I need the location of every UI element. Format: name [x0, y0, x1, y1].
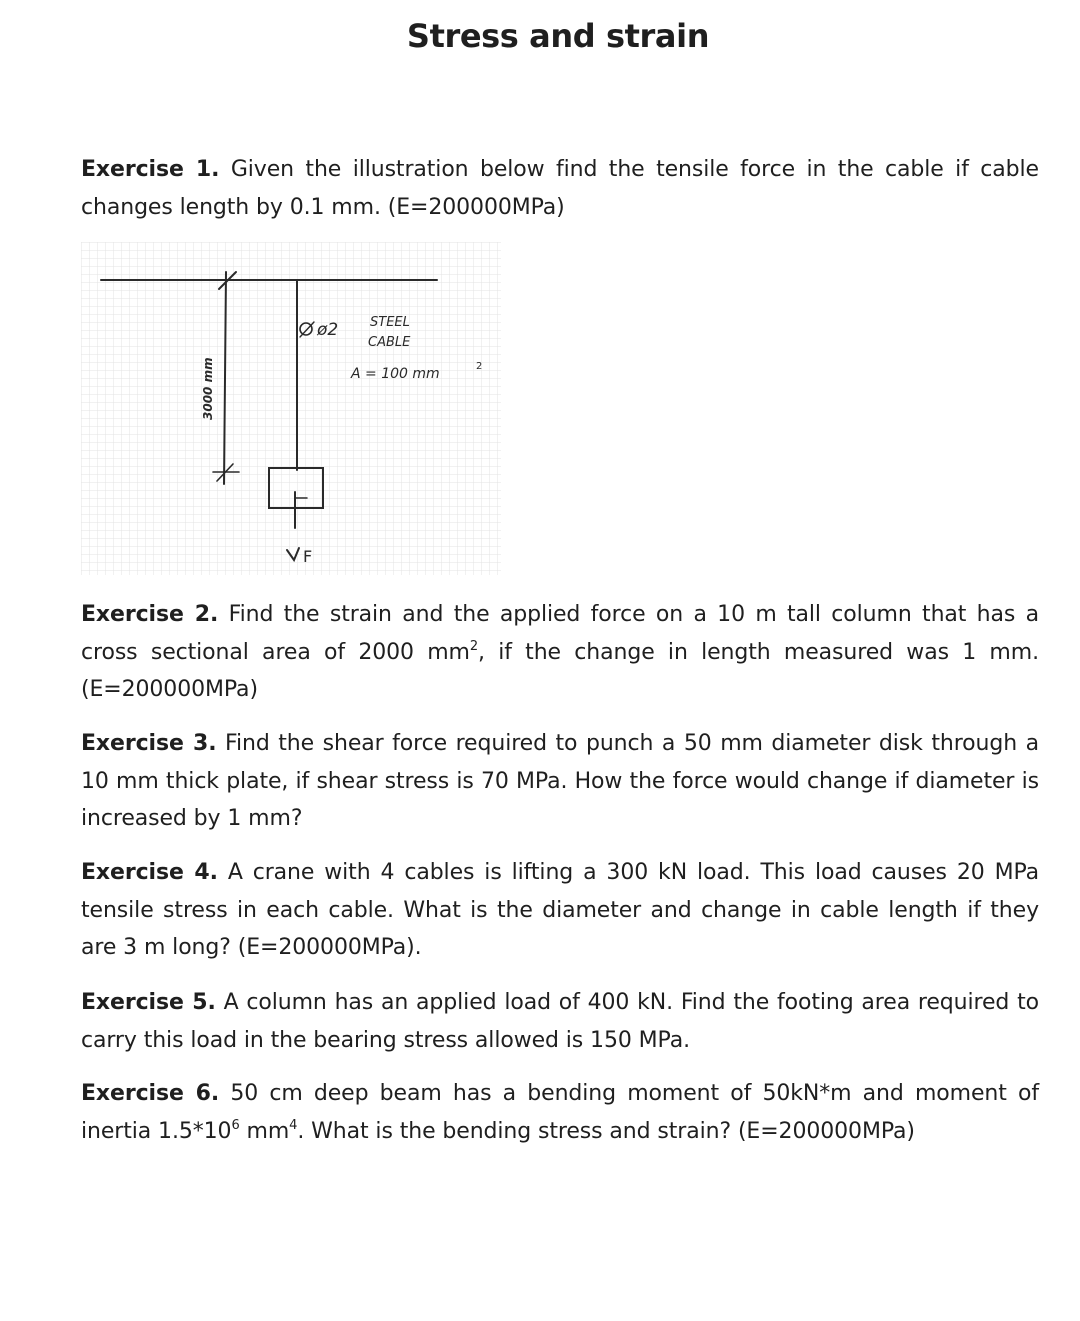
exercise-5-text: A column has an applied load of 400 kN. Find the footing area required to carry this load in the bearing stress allowed is 150 MPa.: [81, 990, 1039, 1053]
exercise-4-text: A crane with 4 cables is lifting a 300 kN load. This load causes 20 MPa tensile stress in each cable. What is the diameter and change in cable length if they are 3 m long? (E=200000MPa).: [81, 860, 1040, 960]
exercise-2-sup: 2: [469, 638, 479, 654]
exercise-6: [81, 1075, 1039, 1150]
exercise-6-sup-b: 4: [289, 1117, 298, 1133]
exercise-3-text: Find the shear force required to punch a 50 mm diameter disk through a 10 mm thick plate, if shear stress is 70 MPa. How the force would change if diameter is increased by 1 mm?: [81, 731, 1039, 831]
exercise-2: [81, 596, 1039, 709]
exercise-1: [81, 151, 1039, 226]
page-title: Stress and strain: [406, 17, 710, 55]
exercise-5-label: Exercise 5.: [81, 990, 216, 1015]
exercise-6-text-c: . What is the bending stress and strain? (E=200000MPa): [297, 1118, 915, 1144]
exercise-2-label: Exercise 2.: [81, 602, 219, 627]
exercise-6-sup-a: 6: [231, 1117, 240, 1133]
material-label-steel: STEEL: [370, 315, 410, 330]
exercise-3: [81, 725, 1039, 838]
exercise-1-text: Given the illustration below find the tensile force in the cable if cable changes length by 0.1 mm. (E=200000MPa): [81, 157, 1039, 220]
exercise-1-label: Exercise 1.: [81, 157, 220, 182]
area-label: A = 100 mm: [351, 366, 440, 382]
exercise-6-text-a: 50 cm deep beam has a bending moment of 50kN*m and moment of inertia 1.5*10: [81, 1081, 1040, 1144]
grid-paper-background: [81, 242, 501, 575]
diameter-label: ø2: [317, 320, 339, 340]
exercise-4: [81, 854, 1039, 967]
exercise-6-text-b: mm: [239, 1118, 290, 1144]
exercise-5: [81, 984, 1039, 1059]
exercise-2-text-b: , if the change in length measured was 1 mm. (E=200000MPa): [81, 639, 1039, 702]
area-label-sup: 2: [476, 361, 483, 372]
material-label-cable: CABLE: [368, 335, 411, 350]
exercise-4-label: Exercise 4.: [81, 860, 218, 885]
exercise-6-label: Exercise 6.: [81, 1081, 220, 1106]
dimension-label: 3000 mm: [201, 357, 215, 420]
exercise-2-text-a: Find the strain and the applied force on a 10 m tall column that has a cross sectional area of 2000 mm: [81, 602, 1039, 665]
force-label: F: [303, 547, 313, 566]
cable-illustration: [81, 242, 501, 575]
exercise-3-label: Exercise 3.: [81, 731, 217, 756]
